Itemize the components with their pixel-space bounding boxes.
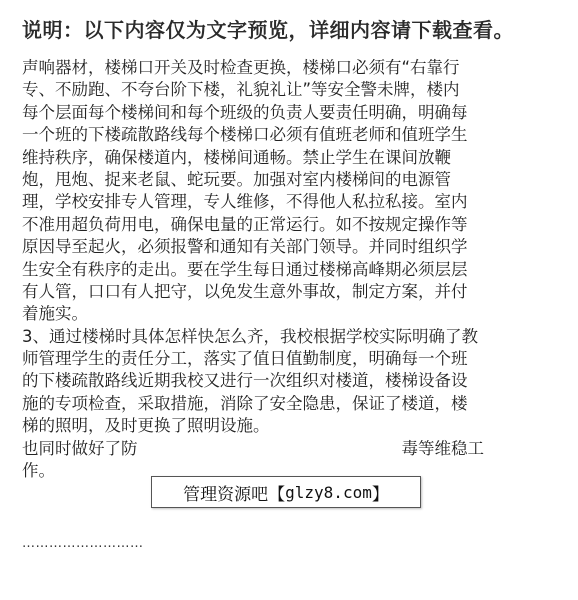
- body-line: 着施实。: [22, 304, 88, 324]
- body-line: 师管理学生的责任分工，落实了值日值勤制度，明确每一个班: [22, 349, 468, 369]
- body-line: 维持秩序，确保楼道内，楼梯间通畅。禁止学生在课间放鞭: [22, 147, 451, 167]
- watermark-banner: [151, 476, 421, 508]
- body-line: 不准用超负荷用电，确保电量的正常运行。如不按规定操作等: [22, 214, 468, 234]
- body-line-end: 毒等维稳工: [401, 438, 484, 458]
- body-line: 每个层面每个楼梯间和每个班级的负责人要责任明确，明确每: [22, 102, 468, 122]
- body-line: 原因导至起火，必须报警和通知有关部门领导。并同时组织学: [22, 237, 468, 257]
- body-line-start: 也同时做好了防: [22, 438, 138, 458]
- body-line: 作。: [22, 461, 55, 481]
- body-line: 炮，甩炮、捉来老鼠、蛇玩要。加强对室内楼梯间的电源管: [22, 169, 451, 189]
- body-line: 生安全有秩序的走出。要在学生每日通过楼梯高峰期必须层层: [22, 259, 468, 279]
- watermark-site: glzy8.com: [285, 482, 372, 502]
- document-body: [22, 57, 562, 482]
- watermark-label: 管理资源吧【: [183, 484, 286, 505]
- body-line: 声响器材，楼梯口开关及时检查更换，楼梯口必须有“右靠行: [22, 58, 460, 77]
- watermark-close: 】: [371, 484, 389, 505]
- page-title: 说明：以下内容仅为文字预览，详细内容请下载查看。: [22, 18, 514, 42]
- body-line: 有人管，口口有人把守，以免发生意外事故，制定方案，并付: [22, 281, 468, 301]
- body-line: 施的专项检查，采取措施，消除了安全隐患，保证了楼道，楼: [22, 393, 468, 413]
- body-line: [22, 438, 562, 460]
- body-line: 理，学校安排专人管理，专人维修，不得他人私拉私接。室内: [22, 192, 468, 212]
- body-line: 专、不励跑、不夸台阶下楼，礼貌礼让”等安全警未牌，楼内: [22, 80, 460, 100]
- body-line: 一个班的下楼疏散路线每个楼梯口必须有值班老师和值班学生: [22, 125, 468, 145]
- body-line: 的下楼疏散路线近期我校又进行一次组织对楼道，楼梯设备设: [22, 371, 468, 391]
- body-line: 3、通过楼梯时具体怎样快怎么齐，我校根据学校实际明确了教: [22, 326, 478, 346]
- continuation-dots: ………………………: [22, 536, 144, 551]
- body-line: 梯的照明，及时更换了照明设施。: [22, 416, 270, 436]
